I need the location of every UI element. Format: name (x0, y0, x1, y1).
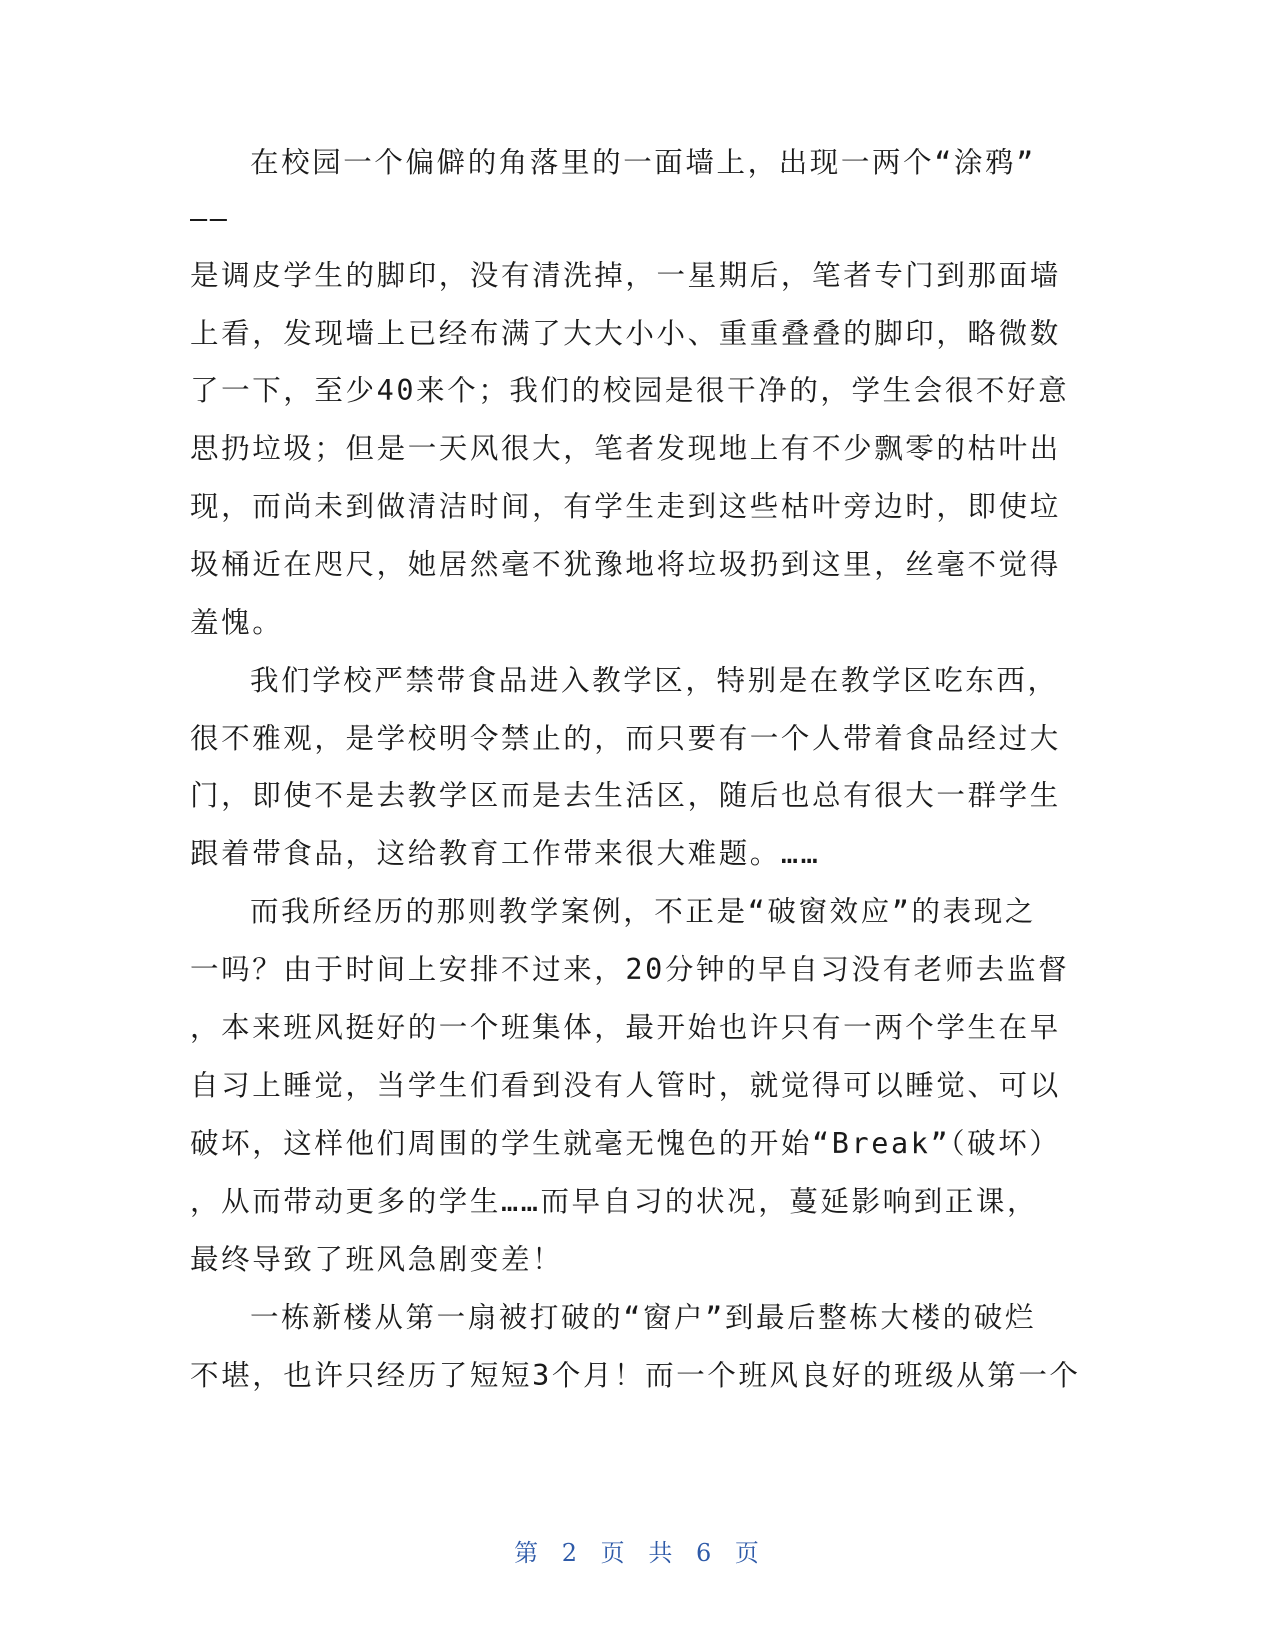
text-line: 很不雅观，是学校明令禁止的，而只要有一个人带着食品经过大 (190, 722, 1061, 755)
text-line: 一吗？由于时间上安排不过来，20分钟的早自习没有老师去监督 (190, 953, 1070, 986)
text-line: 不堪，也许只经历了短短3个月！而一个班风良好的班级从第一个 (190, 1359, 1081, 1392)
text-line: 一栋新楼从第一扇被打破的“窗户”到最后整栋大楼的破烂 (250, 1301, 1036, 1334)
text-line: 自习上睡觉，当学生们看到没有人管时，就觉得可以睡觉、可以 (190, 1069, 1061, 1102)
footer-current-page: 2 (561, 1539, 580, 1567)
text-line: 上看，发现墙上已经布满了大大小小、重重叠叠的脚印，略微数 (190, 317, 1061, 350)
text-line: ，从而带动更多的学生……而早自习的状况，蔓延影响到正课， (190, 1185, 1039, 1218)
text-line: 羞愧。 (190, 606, 284, 639)
page-footer (0, 1533, 1275, 1568)
text-line: ，本来班风挺好的一个班集体，最开始也许只有一两个学生在早 (190, 1011, 1061, 1044)
text-line: 跟着带食品，这给教育工作带来很大难题。…… (190, 837, 821, 870)
footer-ye: 页 (734, 1539, 761, 1567)
text-line: 现，而尚未到做清洁时间，有学生走到这些枯叶旁边时，即使垃 (190, 490, 1061, 523)
text-line: 最终导致了班风急剧变差！ (190, 1243, 564, 1276)
footer-di: 第 (514, 1539, 541, 1567)
text-line: —— (190, 202, 230, 235)
text-line: 了一下，至少40来个；我们的校园是很干净的，学生会很不好意 (190, 374, 1070, 407)
text-line: 而我所经历的那则教学案例，不正是“破窗效应”的表现之 (250, 895, 1036, 928)
footer-gong: 共 (648, 1539, 675, 1567)
text-line: 我们学校严禁带食品进入教学区，特别是在教学区吃东西， (250, 664, 1059, 697)
footer-ye: 页 (600, 1539, 627, 1567)
text-line: 圾桶近在咫尺，她居然毫不犹豫地将垃圾扔到这里，丝毫不觉得 (190, 548, 1061, 581)
text-line: 破坏，这样他们周围的学生就毫无愧色的开始“Break”（破坏） (190, 1127, 1061, 1160)
text-line: 门，即使不是去教学区而是去生活区，随后也总有很大一群学生 (190, 779, 1061, 812)
text-line: 思扔垃圾；但是一天风很大，笔者发现地上有不少飘零的枯叶出 (190, 432, 1061, 465)
footer-total-pages: 6 (695, 1539, 714, 1567)
text-line: 是调皮学生的脚印，没有清洗掉，一星期后，笔者专门到那面墙 (190, 259, 1061, 292)
text-line: 在校园一个偏僻的角落里的一面墙上，出现一两个“涂鸦” (250, 146, 1036, 179)
